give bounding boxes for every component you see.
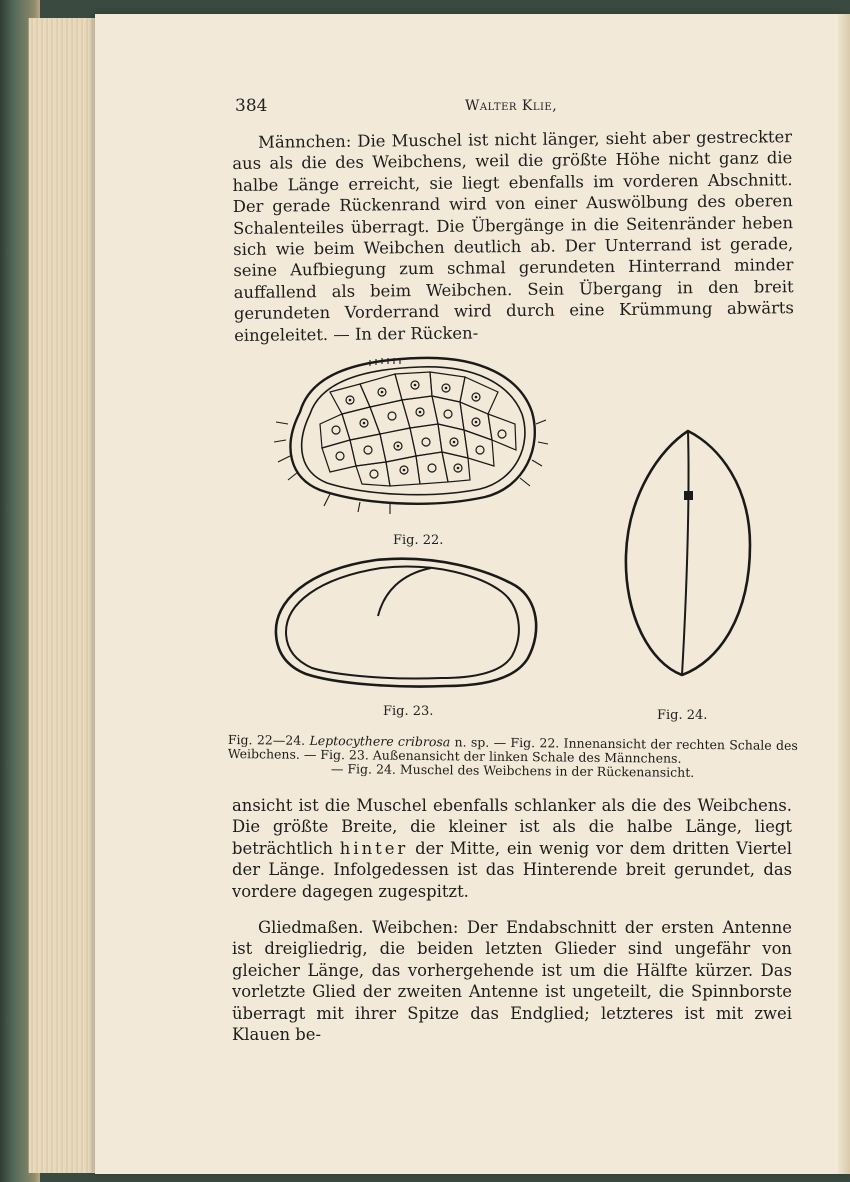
- running-head: Walter Klie,: [465, 98, 558, 114]
- caption-rest: n. sp. — Fig. 22. Innenansicht der rechten Schale des Weibchens. — Fig. 23. Außenansicht der linken Schale des Männchens.: [227, 734, 798, 766]
- paragraph-2-end: der Mitte, ein wenig vor dem dritten Viertel der Länge. Infolgedessen ist das Hinterende breit gerundet, das vordere dagegen zugespitzt.: [232, 838, 792, 901]
- page-number: 384: [235, 96, 268, 116]
- paragraph-3: [232, 917, 792, 1045]
- fig23-inner-outline: [286, 567, 519, 679]
- paragraph-2-spaced-word: hinter: [339, 838, 409, 858]
- fig22-label: Fig. 22.: [393, 533, 444, 548]
- fig22-pores: [332, 381, 506, 478]
- caption-line3: — Fig. 24. Muschel des Weibchens in der Rückenansicht.: [330, 761, 695, 780]
- page-header: [235, 96, 780, 120]
- paragraph-2-text: [232, 795, 792, 902]
- fig23-label: Fig. 23.: [383, 704, 434, 719]
- figure-caption: [228, 733, 798, 781]
- paragraph-3-text: Gliedmaßen. Weibchen: Der Endabschnitt der ersten Antenne ist dreigliedrig, die beiden letzten Glieder sind ungefähr von gleicher Länge, das vorhergehende ist um die Hälfte kürzer. Das vorletzte Glied der zweiten Antenne ist ungeteilt, die Spinnborste überragt mit ihrer Spitze das Endglied; letzteres ist mit zwei Klauen be-: [232, 918, 792, 1045]
- page-right-edge: [838, 14, 850, 1174]
- figure-22: [270, 352, 550, 517]
- paragraph-1: [232, 126, 794, 346]
- paragraph-2-start: ansicht ist die Muschel ebenfalls schlanker als die des Weibchens. Die größte Breite, die kleiner ist als die halbe Länge, liegt beträchtlich: [232, 796, 792, 858]
- fig22-cell-pattern: [320, 372, 516, 486]
- fig22-inner-outline: [302, 367, 525, 495]
- fig22-bristles: [274, 358, 548, 514]
- paragraph-2: [232, 795, 792, 902]
- fig24-marker: [684, 491, 693, 500]
- paragraph-1-text: Männchen: Die Muschel ist nicht länger, sieht aber gestreckter aus als die des Weibchens, weil die größte Höhe nicht ganz die halbe Länge erreicht, sie liegt ebenfalls im vorderen Abschnitt. Der gerade Rückenrand wird von einer Auswölbung des oberen Schalenteiles überragt. Die Übergänge in die Seitenränder heben sich wie beim Weibchen deutlich ab. Der Unterrand ist gerade, seine Aufbiegung zum schmal gerundeten Hinterrand minder auffallend als beim Weibchen. Sein Übergang in den breit gerundeten Vorderrand wird durch eine Krümmung abwärts eingeleitet. — In der Rücken-: [232, 127, 794, 345]
- fig24-hinge-line: [682, 431, 689, 675]
- fig23-fold-line: [378, 568, 431, 616]
- fig24-label: Fig. 24.: [657, 708, 708, 723]
- figure-23: [266, 552, 544, 694]
- figure-24: [620, 425, 760, 680]
- caption-prefix: Fig. 22—24.: [227, 732, 306, 748]
- caption-species: Leptocythere cribrosa: [309, 732, 451, 750]
